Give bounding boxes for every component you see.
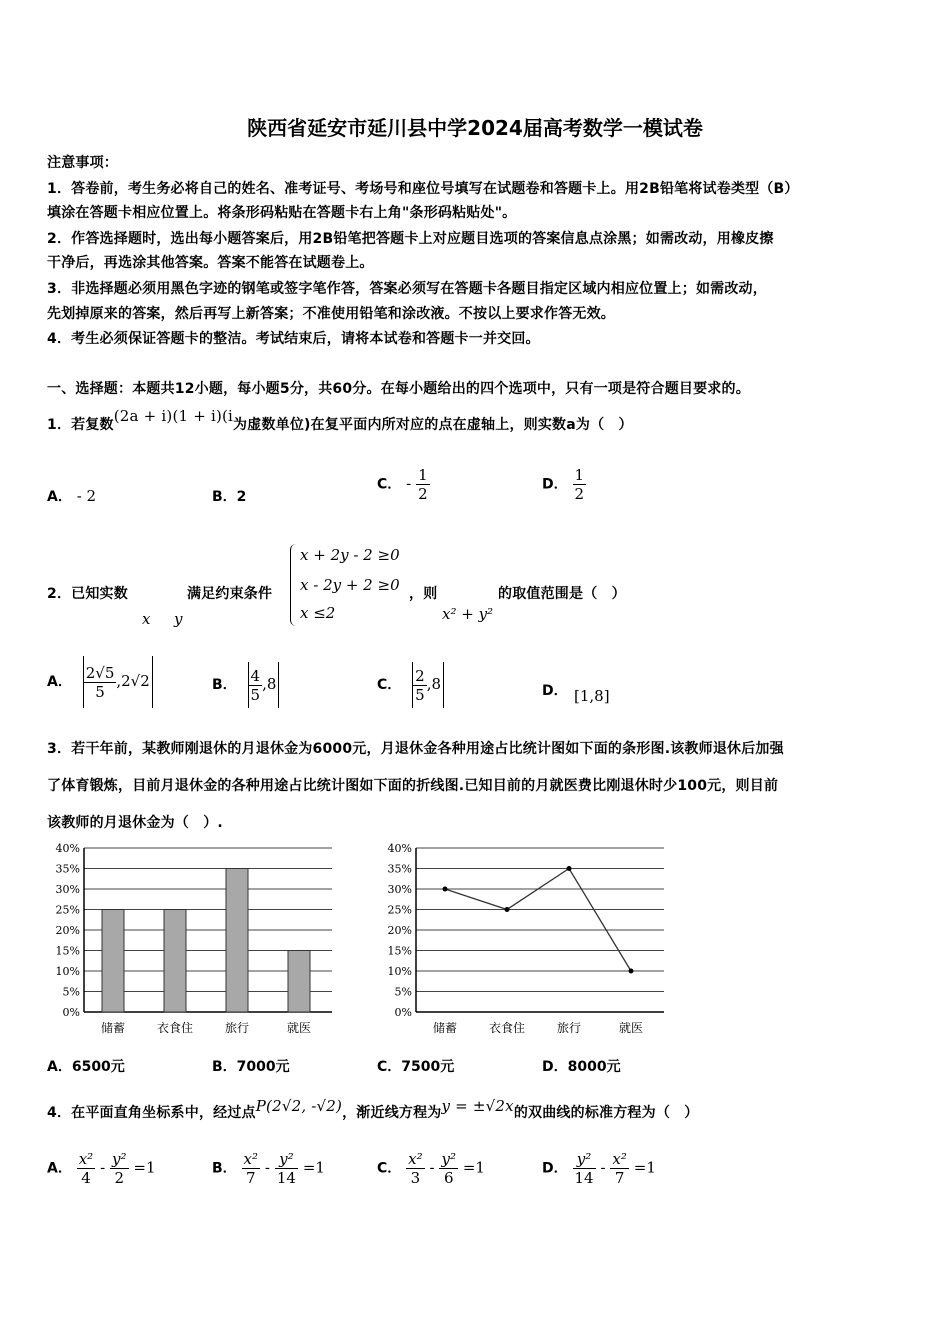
q2-var-y: y [174, 610, 183, 628]
q2-constraint-3: x ≤2 [300, 604, 336, 622]
data-point [567, 866, 572, 871]
y-tick-label: 35% [55, 862, 80, 876]
bar-chart [40, 836, 340, 1041]
bar [226, 869, 248, 1013]
q4-option-c[interactable]: C． $\frac{\text{x²}}{3}$ - $\frac{\text{y²}}{6}$ =1 [377, 1150, 485, 1187]
q2-option-c[interactable]: C． $\frac{2}{5}$ ,8 [377, 660, 444, 709]
x-tick-label: 储蓄 [100, 1021, 126, 1035]
y-tick-label: 15% [387, 944, 412, 958]
y-tick-label: 25% [387, 903, 412, 917]
q2-option-a[interactable]: A． $\frac{2√5}{5}$ ,2√2 [47, 655, 153, 708]
notice-line-1b: 填涂在答题卡相应位置上。将条形码粘贴在答题卡右上角"条形码粘贴处"。 [47, 205, 517, 221]
q1-expr: (2a + i)(1 + i)(i [113, 407, 234, 425]
notice-line-3a: 3．非选择题必须用黑色字迹的钢笔或签字笔作答，答案必须写在答题卡各题目指定区域内相应位置上；如需改动， [47, 281, 767, 297]
y-tick-label: 20% [55, 924, 80, 937]
q4-asymptote: y = ±√2x [441, 1097, 514, 1115]
y-tick-label: 30% [387, 883, 412, 896]
bar [288, 951, 310, 1013]
y-tick-label: 0% [394, 1006, 412, 1019]
q2-target: x² + y² [442, 605, 494, 623]
y-tick-label: 5% [62, 985, 80, 999]
y-tick-label: 0% [62, 1006, 80, 1019]
y-tick-label: 25% [55, 903, 80, 917]
line-chart [372, 836, 672, 1041]
q1-pre: 1．若复数 [47, 417, 114, 433]
q1-option-c[interactable]: C． - $\frac{1}{2}$ [377, 466, 428, 503]
notice-line-3b: 先划掉原来的答案，然后再写上新答案；不准使用铅笔和涂改液。不按以上要求作答无效。 [47, 306, 615, 322]
notice-line-1a: 1．答卷前，考生务必将自己的姓名、准考证号、考场号和座位号填写在试题卷和答题卡上。用2B铅笔将试卷类型（B） [47, 181, 799, 197]
q1-option-a[interactable]: A． - 2 [47, 487, 97, 505]
page-title: 陕西省延安市延川县中学2024届高考数学一模试卷 [247, 116, 703, 140]
q3-option-b[interactable]: B．7000元 [212, 1059, 290, 1075]
q2-constraint-2: x - 2y + 2 ≥0 [300, 576, 400, 594]
q2-constraint-1: x + 2y - 2 ≥0 [300, 546, 400, 564]
x-tick-label: 旅行 [556, 1021, 582, 1035]
q4-post: 的双曲线的标准方程为（ ） [513, 1105, 699, 1121]
q2-option-d[interactable]: D． [542, 683, 568, 699]
q1-post: )在复平面内所对应的点在虚轴上，则实数a为（ ） [304, 417, 633, 433]
bar [102, 910, 124, 1013]
y-tick-label: 10% [387, 965, 412, 978]
notice-line-2a: 2．作答选择题时，选出每小题答案后，用2B铅笔把答题卡上对应题目选项的答案信息点涂黑；如需改动，用橡皮擦 [47, 231, 774, 247]
x-tick-label: 旅行 [224, 1021, 250, 1035]
q2-d-value: [1,8] [574, 687, 610, 705]
q4-point: P(2√2, -√2) [255, 1097, 343, 1115]
q4-option-a[interactable]: A． $\frac{\text{x²}}{4}$ - $\frac{\text{y²}}{2}$ =1 [47, 1150, 156, 1187]
y-tick-label: 40% [387, 842, 412, 855]
q1-option-b[interactable]: B．2 [212, 489, 247, 505]
y-tick-label: 15% [55, 944, 80, 958]
data-point [443, 887, 448, 892]
q2-then: ，则 [409, 586, 438, 602]
q1-option-d[interactable]: D． $\frac{1}{2}$ [542, 466, 585, 503]
q2-mid: 满足约束条件 [187, 586, 273, 602]
y-tick-label: 10% [55, 965, 80, 978]
y-tick-label: 5% [394, 985, 412, 999]
y-tick-label: 30% [55, 883, 80, 896]
bar [164, 910, 186, 1013]
q3-line-1: 3．若干年前，某教师刚退休的月退休金为6000元，月退休金各种用途占比统计图如下面的条形图.该教师退休后加强 [47, 741, 784, 757]
x-tick-label: 衣食住 [488, 1021, 526, 1035]
q4-option-b[interactable]: B． $\frac{\text{x²}}{7}$ - $\frac{\text{y²}}{14}$ =1 [212, 1150, 325, 1187]
notice-heading: 注意事项： [47, 155, 118, 171]
q2-option-b[interactable]: B． $\frac{4}{5}$ ,8 [212, 660, 279, 709]
q3-option-d[interactable]: D．8000元 [542, 1059, 621, 1075]
q4-stem [47, 1097, 699, 1122]
q2-post: 的取值范围是（ ） [498, 586, 626, 602]
q3-option-c[interactable]: C．7500元 [377, 1059, 455, 1075]
y-tick-label: 35% [387, 862, 412, 876]
q2-var-x: x [142, 610, 151, 628]
y-tick-label: 20% [387, 924, 412, 937]
q3-line-2: 了体育锻炼，目前月退休金的各种用途占比统计图如下面的折线图.已知目前的月就医费比刚退休时少100元，则目前 [47, 778, 779, 794]
y-tick-label: 40% [55, 842, 80, 855]
x-tick-label: 就医 [286, 1021, 312, 1035]
series-line [445, 869, 631, 972]
q1-mid: 为虚数单位 [233, 417, 305, 433]
q4-pre: 4．在平面直角坐标系中，经过点 [47, 1105, 256, 1121]
q3-option-a[interactable]: A．6500元 [47, 1059, 125, 1075]
x-tick-label: 储蓄 [432, 1021, 458, 1035]
q2-pre: 2．已知实数 [47, 586, 128, 602]
notice-line-2b: 干净后，再选涂其他答案。答案不能答在试题卷上。 [47, 255, 374, 271]
section-heading: 一、选择题：本题共12小题，每小题5分，共60分。在每小题给出的四个选项中，只有一项是符合题目要求的。 [47, 381, 750, 397]
q4-option-d[interactable]: D． $\frac{\text{y²}}{14}$ - $\frac{\text{x²}}{7}$ =1 [542, 1150, 656, 1187]
q1-a-value: - 2 [76, 487, 97, 505]
q1-stem [47, 407, 633, 434]
data-point [505, 907, 510, 912]
notice-line-4: 4．考生必须保证答题卡的整洁。考试结束后，请将本试卷和答题卡一并交回。 [47, 331, 540, 347]
x-tick-label: 就医 [618, 1021, 644, 1035]
q4-mid: ，渐近线方程为 [342, 1105, 442, 1121]
data-point [629, 969, 634, 974]
q3-line-3: 该教师的月退休金为（ ）. [47, 815, 223, 831]
q2-brace [290, 544, 299, 626]
x-tick-label: 衣食住 [156, 1021, 194, 1035]
